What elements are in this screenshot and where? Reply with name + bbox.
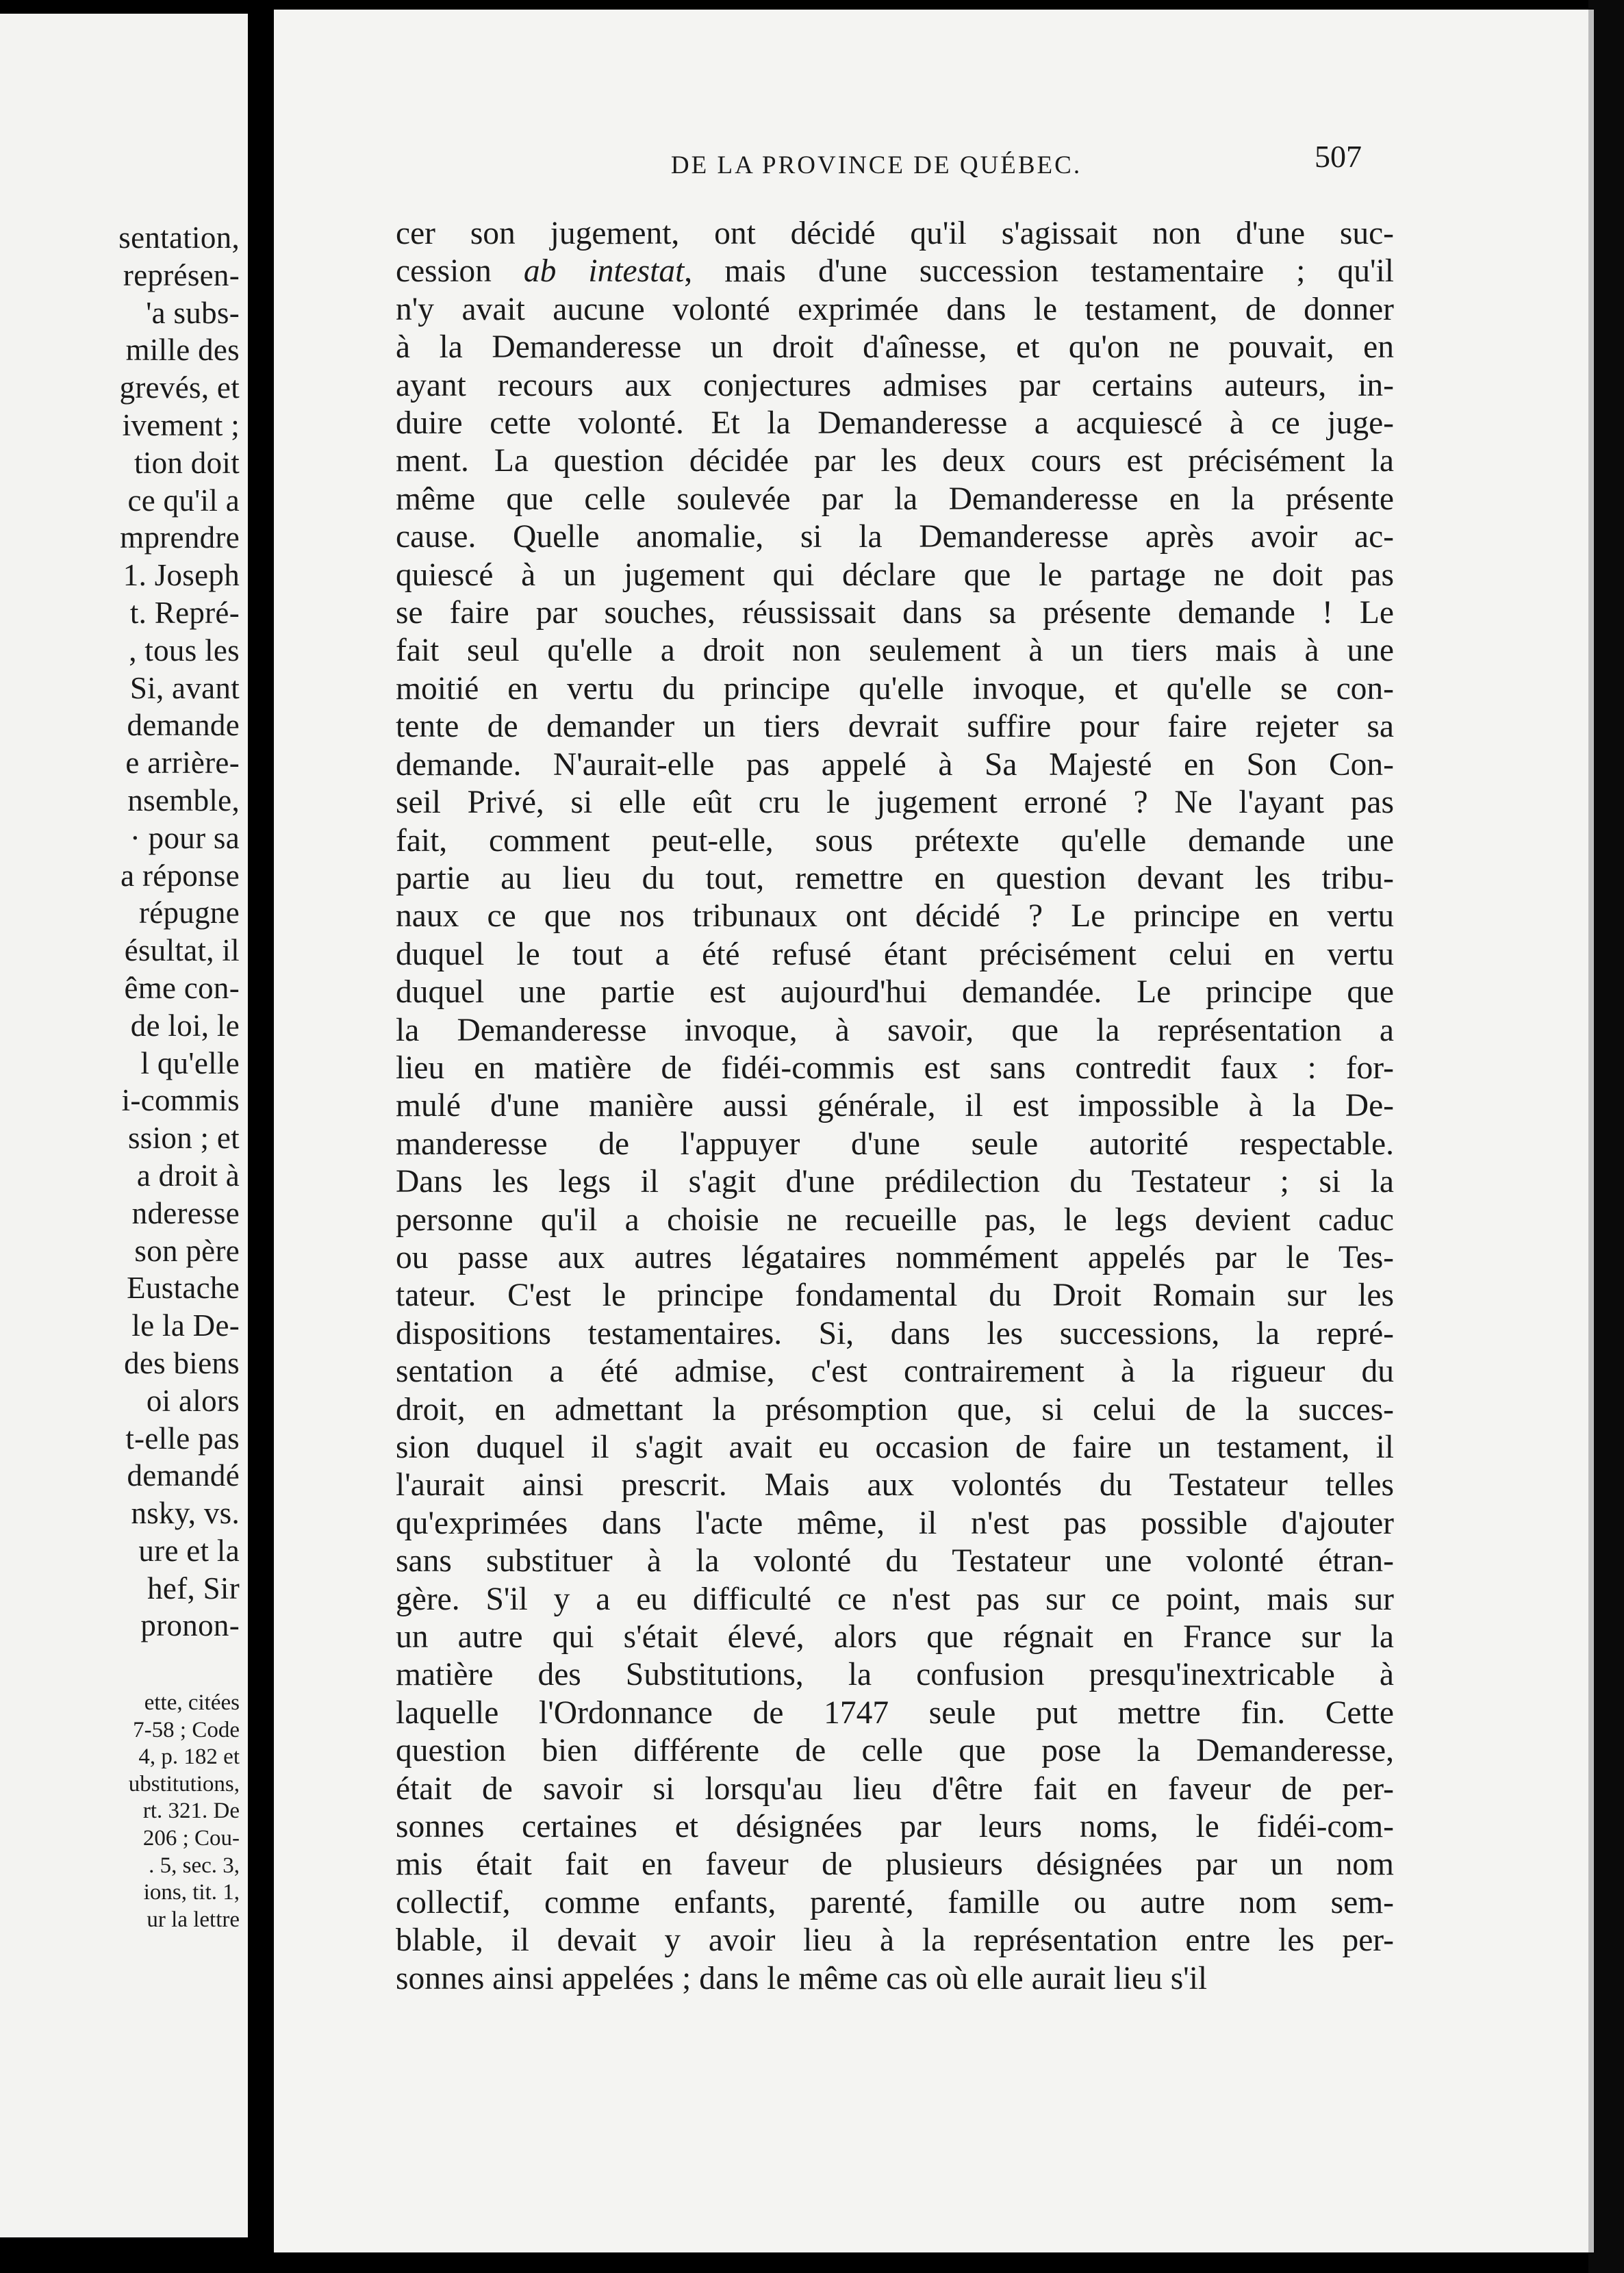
body-text-line: seil Privé, si elle eût cru le jugement erroné ? Ne l'ayant pas bbox=[396, 785, 1394, 821]
left-page-line: ssion ; et bbox=[127, 1121, 240, 1156]
running-head: DE LA PROVINCE DE QUÉBEC. bbox=[670, 151, 1082, 179]
body-text-line: moitié en vertu du principe qu'elle invoque, et qu'elle se con- bbox=[396, 670, 1394, 707]
body-text-line: sentation a été admise, c'est contrairement à la rigueur du bbox=[396, 1354, 1394, 1390]
body-text-line: naux ce que nos tribunaux ont décidé ? Le principe en vertu bbox=[396, 898, 1394, 935]
left-page-line: ivement ; bbox=[122, 407, 240, 442]
body-text-line: à la Demanderesse un droit d'aînesse, et qu'on ne pouvait, en bbox=[396, 329, 1394, 366]
body-text-line: laquelle l'Ordonnance de 1747 seule put mettre fin. Cette bbox=[396, 1694, 1394, 1731]
left-page-line: le la De- bbox=[131, 1308, 240, 1343]
body-text-line: quiescé à un jugement qui déclare que le partage ne doit pas bbox=[396, 557, 1394, 593]
body-text-line: qu'exprimées dans l'acte même, il n'est pas possible d'ajouter bbox=[396, 1505, 1394, 1541]
left-page-line: 'a subs- bbox=[146, 295, 240, 330]
left-page-line: nsky, vs. bbox=[131, 1496, 240, 1531]
left-page-footnote-line: 7-58 ; Code bbox=[133, 1717, 240, 1742]
left-page-line: sentation, bbox=[118, 220, 240, 255]
body-text-line: fait, comment peut-elle, sous prétexte qu'elle demande une bbox=[396, 822, 1394, 859]
left-page-line: ce qu'il a bbox=[127, 483, 240, 518]
left-page-line: mille des bbox=[125, 333, 240, 368]
left-page-line: e arrière- bbox=[125, 746, 240, 780]
left-page-footnote-line: ions, tit. 1, bbox=[143, 1880, 240, 1905]
body-text-line: cer son jugement, ont décidé qu'il s'agissait non d'une suc- bbox=[396, 216, 1394, 251]
body-text-line: sans substituer à la volonté du Testateur une volonté étran- bbox=[396, 1543, 1394, 1579]
left-page-line: répugne bbox=[138, 896, 240, 930]
body-text-line: se faire par souches, réussissait dans sa présente demande ! Le bbox=[396, 595, 1394, 631]
left-page-footnote-line: rt. 321. De bbox=[142, 1799, 240, 1824]
left-page-line: 1. Joseph bbox=[123, 558, 240, 593]
left-page-line: son père bbox=[134, 1233, 240, 1268]
left-page-footnote-line: ur la lettre bbox=[147, 1907, 240, 1932]
body-text-line: blable, il devait y avoir lieu à la représentation entre les per- bbox=[396, 1922, 1394, 1959]
scan-right-edge bbox=[1588, 0, 1624, 2273]
left-page-line: de loi, le bbox=[130, 1008, 240, 1043]
body-text bbox=[396, 215, 1394, 1998]
body-text-line: fait seul qu'elle a droit non seulement à un tiers mais à une bbox=[396, 633, 1394, 669]
body-text-line: gère. S'il y a eu difficulté ce n'est pas sur ce point, mais sur bbox=[396, 1581, 1394, 1617]
body-text-line: mulé d'une manière aussi générale, il est impossible à la De- bbox=[396, 1088, 1394, 1124]
left-page-line: · pour sa bbox=[129, 820, 240, 855]
body-text-line: duquel une partie est aujourd'hui demandée. Le principe que bbox=[396, 974, 1394, 1011]
left-page-line: oi alors bbox=[146, 1383, 240, 1418]
left-page-line: pronon- bbox=[140, 1608, 240, 1643]
body-text-line: collectif, comme enfants, parenté, famille ou autre nom sem- bbox=[396, 1884, 1394, 1920]
body-text-line: n'y avait aucune volonté exprimée dans le testament, de donner bbox=[396, 291, 1394, 327]
left-page-line: Si, avant bbox=[129, 670, 240, 705]
body-text-line: sonnes ainsi appelées ; dans le même cas où elle aurait lieu s'il bbox=[396, 1960, 1208, 1996]
body-text-line: lieu en matière de fidéi-commis est sans contredit faux : for- bbox=[396, 1050, 1394, 1086]
left-page-line: ême con- bbox=[124, 970, 240, 1005]
left-page-footnote-line: 206 ; Cou- bbox=[142, 1825, 240, 1851]
body-text-line: Dans les legs il s'agit d'une prédilection du Testateur ; si la bbox=[396, 1164, 1394, 1200]
left-page-line: demande bbox=[127, 708, 240, 743]
body-text-line: demande. N'aurait-elle pas appelé à Sa Majesté en Son Con- bbox=[396, 746, 1394, 783]
body-text-line: même que celle soulevée par la Demanderesse en la présente bbox=[396, 481, 1394, 517]
body-text-line: tente de demander un tiers devrait suffire pour faire rejeter sa bbox=[396, 709, 1394, 745]
left-page-line: des biens bbox=[124, 1345, 240, 1380]
body-text-line: duire cette volonté. Et la Demanderesse a acquiescé à ce juge- bbox=[396, 405, 1394, 442]
left-page-line: demandé bbox=[127, 1458, 240, 1493]
body-text-line: ou passe aux autres légataires nommément appelés par le Tes- bbox=[396, 1239, 1394, 1275]
page-edge-strip bbox=[1588, 10, 1594, 2252]
left-page-footnote-line: ubstitutions, bbox=[128, 1771, 240, 1796]
left-page bbox=[0, 14, 248, 2237]
body-text-line: la Demanderesse invoque, à savoir, que la représentation a bbox=[396, 1012, 1394, 1048]
left-page-line: i-commis bbox=[121, 1083, 240, 1118]
left-page-line: t-elle pas bbox=[125, 1421, 240, 1456]
left-page-line: nderesse bbox=[131, 1195, 240, 1230]
body-text-line: droit, en admettant la présomption que, si celui de la succes- bbox=[396, 1391, 1394, 1427]
left-page-line: Eustache bbox=[127, 1271, 240, 1306]
body-text-line: dispositions testamentaires. Si, dans les successions, la repré- bbox=[396, 1315, 1394, 1351]
left-page-footnote-line: ette, citées bbox=[144, 1690, 240, 1715]
body-text-line: l'aurait ainsi prescrit. Mais aux volontés du Testateur telles bbox=[396, 1467, 1394, 1503]
body-text-line: manderesse de l'appuyer d'une seule autorité respectable. bbox=[396, 1126, 1394, 1162]
body-text-line: personne qu'il a choisie ne recueille pas, le legs devient caduc bbox=[396, 1202, 1394, 1238]
body-text-line: cause. Quelle anomalie, si la Demanderesse après avoir ac- bbox=[396, 519, 1394, 555]
left-page-footnote-line: . 5, sec. 3, bbox=[149, 1853, 240, 1878]
book-gutter bbox=[248, 0, 274, 2273]
left-page-line: t. Repré- bbox=[129, 595, 240, 630]
body-text-line: sion duquel il s'agit avait eu occasion de faire un testament, il bbox=[396, 1430, 1394, 1465]
left-page-line: mprendre bbox=[120, 520, 240, 555]
body-text-line: matière des Substitutions, la confusion presqu'inextricable à bbox=[396, 1657, 1394, 1693]
body-text-line: tateur. C'est le principe fondamental du Droit Romain sur les bbox=[396, 1278, 1394, 1314]
body-text-line: sonnes certaines et désignées par leurs noms, le fidéi-com- bbox=[396, 1809, 1394, 1845]
body-text-line: ment. La question décidée par les deux cours est précisément la bbox=[396, 443, 1394, 479]
body-text-line: mis était fait en faveur de plusieurs désignées par un nom bbox=[396, 1846, 1394, 1883]
left-page-footnote-line: 4, p. 182 et bbox=[138, 1744, 240, 1770]
left-page-line: l qu'elle bbox=[140, 1045, 240, 1080]
left-page-footnotes bbox=[129, 1690, 240, 1933]
body-text-line: partie au lieu du tout, remettre en question devant les tribu- bbox=[396, 860, 1394, 896]
body-text-line: un autre qui s'était élevé, alors que régnait en France sur la bbox=[396, 1619, 1394, 1655]
left-page-line: , tous les bbox=[129, 633, 240, 668]
body-text-line: question bien différente de celle que pose la Demanderesse, bbox=[396, 1733, 1394, 1769]
left-page-line: nsemble, bbox=[127, 783, 240, 817]
body-text-line: duquel le tout a été refusé étant précisément celui en vertu bbox=[396, 936, 1394, 972]
left-page-line: tion doit bbox=[134, 445, 240, 480]
left-page-line: représen- bbox=[123, 257, 240, 292]
body-text-line: ayant recours aux conjectures admises par certains auteurs, in- bbox=[396, 367, 1394, 403]
body-text-line: cession ab intestat, mais d'une succession testamentaire ; qu'il bbox=[396, 253, 1394, 290]
left-page-line: ure et la bbox=[138, 1533, 240, 1568]
left-page-line: ésultat, il bbox=[124, 933, 240, 968]
left-page-line: a réponse bbox=[120, 858, 240, 893]
left-page-line: a droit à bbox=[136, 1158, 240, 1193]
page-number: 507 bbox=[1315, 139, 1362, 174]
left-page-line: hef, Sir bbox=[147, 1571, 240, 1605]
left-page-line: grevés, et bbox=[119, 370, 240, 405]
left-page-text bbox=[118, 219, 240, 1645]
body-text-line: était de savoir si lorsqu'au lieu d'être fait en faveur de per- bbox=[396, 1770, 1394, 1807]
